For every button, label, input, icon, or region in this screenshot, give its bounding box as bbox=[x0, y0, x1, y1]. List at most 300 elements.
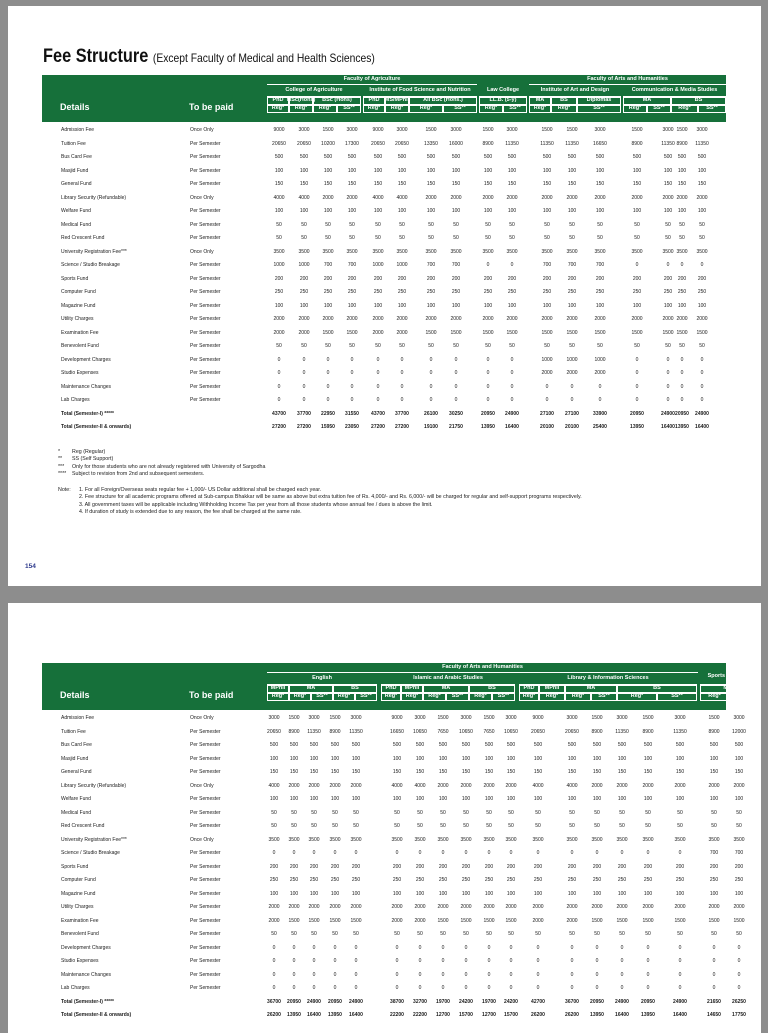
fee-value: 0 bbox=[545, 383, 549, 390]
header-cell: Reg* bbox=[401, 693, 423, 701]
fee-value: 2000 bbox=[268, 917, 280, 924]
fee-value: 500 bbox=[274, 154, 284, 160]
fee-value: 22200 bbox=[413, 1012, 427, 1018]
header-cell: SS** bbox=[443, 105, 477, 113]
fee-value: 150 bbox=[299, 181, 309, 187]
payment-frequency: Per Semester bbox=[190, 235, 221, 241]
fee-value: 32700 bbox=[413, 998, 427, 1005]
fee-value: 150 bbox=[269, 769, 279, 775]
fee-value: 100 bbox=[347, 302, 357, 309]
fee-value: 14650 bbox=[707, 1012, 721, 1018]
fee-value: 11350 bbox=[505, 140, 519, 147]
table-row bbox=[42, 124, 726, 138]
fee-value: 200 bbox=[592, 863, 602, 870]
fee-value: 100 bbox=[567, 890, 577, 897]
table-row bbox=[42, 151, 726, 165]
fee-value: 500 bbox=[347, 154, 357, 160]
table-row bbox=[42, 969, 741, 983]
fee-value: 0 bbox=[700, 356, 704, 363]
fee-value: 50 bbox=[394, 931, 400, 937]
fee-value: 100 bbox=[592, 890, 602, 897]
title-subtitle: (Except Faculty of Medical and Health Sciences) bbox=[152, 51, 375, 65]
fee-value: 200 bbox=[351, 863, 361, 870]
to-be-paid-header: To be paid bbox=[189, 102, 234, 112]
payment-frequency: Per Semester bbox=[190, 728, 221, 735]
payment-frequency: Per Semester bbox=[190, 329, 221, 336]
fee-value: 13950 bbox=[675, 424, 689, 430]
fee-value: 100 bbox=[643, 755, 653, 762]
fee-value: 20650 bbox=[531, 728, 545, 735]
header-cell: BS bbox=[333, 685, 377, 693]
fee-value: 100 bbox=[397, 167, 407, 174]
fee-value: 50 bbox=[736, 809, 742, 816]
footnote-key: * bbox=[58, 449, 61, 455]
fee-value: 150 bbox=[595, 181, 605, 187]
fee-label: Studio Expenses bbox=[61, 958, 99, 964]
fee-value: 17300 bbox=[345, 140, 359, 147]
fee-value: 20950 bbox=[481, 410, 495, 417]
fee-value: 0 bbox=[429, 356, 433, 363]
header-cell: Reg* bbox=[289, 693, 311, 701]
fee-value: 1500 bbox=[288, 917, 300, 924]
fee-value: 2000 bbox=[372, 329, 384, 336]
table-row bbox=[42, 165, 726, 179]
fee-value: 0 bbox=[350, 383, 354, 390]
fee-value: 0 bbox=[272, 985, 276, 991]
fee-value: 50 bbox=[394, 823, 400, 829]
fee-value: 100 bbox=[507, 208, 517, 214]
fee-value: 0 bbox=[737, 944, 741, 951]
fee-value: 200 bbox=[632, 275, 642, 282]
fee-value: 150 bbox=[289, 769, 299, 775]
fee-label: Benevolent Fund bbox=[61, 931, 99, 937]
fee-value: 0 bbox=[595, 944, 599, 951]
fee-value: 100 bbox=[269, 890, 279, 897]
fee-value: 50 bbox=[569, 235, 575, 241]
fee-value: 500 bbox=[330, 742, 340, 748]
fee-value: 2000 bbox=[346, 194, 358, 201]
fee-value: 50 bbox=[699, 221, 705, 228]
fee-label: Total (Semester-I) ***** bbox=[61, 410, 114, 417]
table-row bbox=[42, 955, 741, 969]
fee-value: 0 bbox=[570, 944, 574, 951]
fee-value: 0 bbox=[678, 971, 682, 978]
fee-value: 50 bbox=[325, 235, 331, 241]
header-cell: Diplomas bbox=[577, 97, 621, 105]
fee-label: Bus Card Fee bbox=[61, 154, 92, 160]
fee-value: 3000 bbox=[674, 715, 686, 721]
fee-value: 150 bbox=[507, 181, 517, 187]
fee-value: 100 bbox=[373, 208, 383, 214]
fee-value: 50 bbox=[417, 809, 423, 816]
fee-value: 250 bbox=[507, 289, 517, 295]
fee-value: 1500 bbox=[437, 917, 449, 924]
fee-value: 500 bbox=[542, 154, 552, 160]
payment-frequency: Per Semester bbox=[190, 275, 221, 282]
fee-value: 36700 bbox=[565, 998, 579, 1005]
fee-value: 50 bbox=[453, 221, 459, 228]
fee-value: 20650 bbox=[395, 140, 409, 147]
fee-value: 0 bbox=[737, 985, 741, 991]
footnote-text: SS (Self Support) bbox=[72, 456, 114, 463]
fee-value: 150 bbox=[351, 769, 361, 775]
payment-frequency: Per Semester bbox=[190, 809, 221, 816]
fee-value: 0 bbox=[277, 397, 281, 403]
fee-label: Total (Semester-II & onwards) bbox=[61, 424, 132, 430]
fee-value: 150 bbox=[484, 769, 494, 775]
header-cell: MS/MPhil bbox=[384, 97, 410, 104]
fee-value: 200 bbox=[274, 275, 284, 282]
fee-value: 100 bbox=[483, 167, 493, 174]
header-cell: PhD bbox=[519, 685, 539, 693]
fee-value: 0 bbox=[292, 944, 296, 951]
fee-value: 1500 bbox=[322, 329, 334, 336]
fee-value: 16400 bbox=[307, 1012, 321, 1018]
fee-value: 50 bbox=[679, 235, 685, 241]
fee-value: 0 bbox=[712, 944, 716, 951]
fee-value: 150 bbox=[675, 769, 685, 775]
fee-value: 100 bbox=[734, 755, 744, 762]
fee-value: 1000 bbox=[541, 356, 553, 363]
fee-value: 11350 bbox=[565, 140, 579, 147]
fee-value: 0 bbox=[509, 985, 513, 991]
fee-value: 100 bbox=[351, 755, 361, 762]
fee-value: 50 bbox=[463, 823, 469, 829]
fee-value: 7650 bbox=[483, 728, 495, 735]
fee-value: 250 bbox=[323, 289, 333, 295]
fee-value: 0 bbox=[400, 356, 404, 363]
fee-value: 3000 bbox=[506, 127, 518, 133]
fee-value: 50 bbox=[634, 221, 640, 228]
header-cell: Reg* bbox=[363, 105, 385, 113]
fee-value: 1500 bbox=[631, 127, 643, 133]
fee-value: 3500 bbox=[329, 836, 341, 843]
fee-value: 2000 bbox=[288, 782, 300, 789]
header-cell: PhD bbox=[363, 97, 385, 105]
fee-value: 150 bbox=[330, 769, 340, 775]
fee-value: 8900 bbox=[676, 140, 688, 147]
fee-value: 2000 bbox=[437, 904, 449, 910]
fee-value: 50 bbox=[597, 221, 603, 228]
header-cell: Institute of Art and Design bbox=[529, 85, 621, 97]
header-cell: PhD bbox=[267, 97, 289, 105]
header-cell: BSc (Hons) bbox=[313, 97, 361, 105]
fee-value: 100 bbox=[323, 208, 333, 214]
table-row bbox=[42, 421, 726, 435]
fee-value: 1500 bbox=[566, 329, 578, 336]
header-cell: Islamic and Arabic Studies bbox=[381, 673, 515, 685]
fee-value: 50 bbox=[325, 343, 331, 349]
fee-value: 26250 bbox=[732, 998, 746, 1005]
payment-frequency: Per Semester bbox=[190, 221, 221, 228]
fee-value: 100 bbox=[507, 167, 517, 174]
fee-value: 200 bbox=[542, 275, 552, 282]
fee-value: 0 bbox=[400, 383, 404, 390]
fee-value: 19700 bbox=[482, 998, 496, 1005]
fee-value: 50 bbox=[634, 343, 640, 349]
header-cell: Reg* bbox=[313, 105, 337, 113]
payment-frequency: Per Semester bbox=[190, 985, 221, 991]
fee-value: 150 bbox=[323, 181, 333, 187]
fee-value: 16650 bbox=[593, 140, 607, 147]
fee-value: 100 bbox=[330, 890, 340, 897]
fee-value: 100 bbox=[309, 796, 319, 802]
fee-value: 0 bbox=[277, 356, 281, 363]
fee-value: 150 bbox=[397, 181, 407, 187]
fee-value: 0 bbox=[620, 944, 624, 951]
header-cell: MSc(Hons) bbox=[286, 97, 316, 104]
header-cell: Reg* bbox=[479, 105, 503, 113]
fee-value: 50 bbox=[535, 823, 541, 829]
payment-frequency: Per Semester bbox=[190, 356, 221, 363]
table-row bbox=[42, 793, 744, 807]
fee-value: 50 bbox=[645, 809, 651, 816]
fee-value: 50 bbox=[594, 823, 600, 829]
fee-value: 50 bbox=[417, 823, 423, 829]
fee-value: 24900 bbox=[661, 410, 675, 417]
fee-value: 100 bbox=[663, 208, 673, 214]
fee-value: 500 bbox=[734, 742, 744, 748]
fee-value: 250 bbox=[451, 289, 461, 295]
fee-value: 100 bbox=[347, 167, 357, 174]
fee-value: 0 bbox=[272, 850, 276, 856]
fee-value: 4000 bbox=[532, 782, 544, 789]
fee-value: 100 bbox=[309, 890, 319, 897]
fee-value: 100 bbox=[438, 796, 448, 802]
fee-value: 0 bbox=[646, 850, 650, 856]
fee-value: 3500 bbox=[372, 248, 384, 255]
fee-value: 50 bbox=[276, 221, 282, 228]
fee-value: 2000 bbox=[391, 917, 403, 924]
fee-value: 700 bbox=[347, 262, 357, 268]
fee-value: 50 bbox=[508, 823, 514, 829]
fee-value: 0 bbox=[292, 985, 296, 991]
header-cell: LL.B. (5-y) bbox=[479, 97, 527, 105]
fee-value: 3000 bbox=[505, 715, 517, 721]
fee-value: 3000 bbox=[566, 715, 578, 721]
fee-value: 100 bbox=[592, 755, 602, 762]
fee-value: 20950 bbox=[590, 998, 604, 1005]
fee-value: 700 bbox=[595, 262, 605, 268]
fee-value: 50 bbox=[271, 809, 277, 816]
fee-value: 150 bbox=[274, 181, 284, 187]
fee-value: 0 bbox=[312, 850, 316, 856]
fee-value: 100 bbox=[506, 755, 516, 762]
fee-value: 2000 bbox=[566, 194, 578, 201]
fee-value: 50 bbox=[699, 343, 705, 349]
fee-value: 21650 bbox=[707, 998, 721, 1005]
payment-frequency: Per Semester bbox=[190, 958, 221, 964]
fee-value: 100 bbox=[675, 890, 685, 897]
fee-value: 100 bbox=[269, 755, 279, 762]
fee-value: 250 bbox=[289, 877, 299, 883]
fee-value: 4000 bbox=[298, 194, 310, 201]
fee-value: 0 bbox=[635, 370, 639, 376]
fee-value: 50 bbox=[276, 343, 282, 349]
fee-value: 200 bbox=[309, 863, 319, 870]
fee-value: 150 bbox=[461, 769, 471, 775]
fee-value: 200 bbox=[484, 863, 494, 870]
fee-value: 50 bbox=[453, 343, 459, 349]
fee-value: 100 bbox=[330, 755, 340, 762]
table-row bbox=[42, 408, 726, 422]
fee-value: 2000 bbox=[268, 904, 280, 910]
fee-value: 200 bbox=[289, 863, 299, 870]
fee-value: 50 bbox=[311, 809, 317, 816]
fee-label: Magazine Fund bbox=[61, 890, 96, 897]
header-cell: Reg* bbox=[700, 693, 729, 701]
fee-value: 8900 bbox=[329, 728, 341, 735]
fee-value: 0 bbox=[509, 944, 513, 951]
fee-value: 0 bbox=[678, 850, 682, 856]
fee-value: 50 bbox=[597, 235, 603, 241]
fee-value: 50 bbox=[634, 235, 640, 241]
header-cell: English bbox=[267, 673, 377, 685]
fee-value: 100 bbox=[299, 302, 309, 309]
fee-value: 3000 bbox=[350, 715, 362, 721]
fee-value: 50 bbox=[291, 809, 297, 816]
fee-value: 250 bbox=[709, 877, 719, 883]
fee-value: 4000 bbox=[273, 194, 285, 201]
payment-frequency: Once Only bbox=[190, 715, 214, 721]
fee-value: 200 bbox=[483, 275, 493, 282]
fee-value: 50 bbox=[271, 823, 277, 829]
fee-value: 0 bbox=[302, 397, 306, 403]
fee-value: 100 bbox=[397, 302, 407, 309]
payment-frequency: Per Semester bbox=[190, 742, 221, 748]
header-cell: SS** bbox=[492, 693, 515, 701]
fee-value: 150 bbox=[483, 181, 493, 187]
fee-value: 250 bbox=[663, 289, 673, 295]
fee-value: 500 bbox=[483, 154, 493, 160]
fee-value: 250 bbox=[542, 289, 552, 295]
fee-value: 100 bbox=[392, 755, 402, 762]
fee-label: University Registration Fee*** bbox=[61, 836, 127, 843]
fee-value: 2000 bbox=[308, 904, 320, 910]
fee-value: 200 bbox=[697, 275, 707, 282]
fee-value: 0 bbox=[595, 985, 599, 991]
fee-value: 0 bbox=[350, 397, 354, 403]
fee-value: 17750 bbox=[732, 1012, 746, 1018]
fee-label: Utility Charges bbox=[61, 904, 94, 910]
fee-value: 100 bbox=[289, 796, 299, 802]
fee-value: 0 bbox=[680, 356, 684, 363]
fee-value: 50 bbox=[509, 221, 515, 228]
fee-value: 24200 bbox=[504, 998, 518, 1005]
fee-value: 2000 bbox=[437, 782, 449, 789]
fee-value: 10650 bbox=[504, 728, 518, 735]
fee-value: 24900 bbox=[615, 998, 629, 1005]
table-row bbox=[42, 726, 746, 740]
fee-label: Masjid Fund bbox=[61, 167, 89, 174]
fee-value: 0 bbox=[395, 850, 399, 856]
fee-value: 27200 bbox=[297, 424, 311, 430]
fee-value: 150 bbox=[677, 181, 687, 187]
fee-value: 50 bbox=[597, 343, 603, 349]
fee-label: Sports Fund bbox=[61, 863, 89, 870]
fee-value: 500 bbox=[397, 154, 407, 160]
fee-value: 2000 bbox=[505, 782, 517, 789]
payment-frequency: Per Semester bbox=[190, 863, 221, 870]
header-cell: All BSc (Hons.) bbox=[409, 97, 477, 105]
fee-value: 24900 bbox=[349, 998, 363, 1005]
fee-value: 1500 bbox=[566, 127, 578, 133]
fee-value: 3500 bbox=[591, 836, 603, 843]
fee-value: 50 bbox=[544, 221, 550, 228]
fee-value: 1500 bbox=[288, 715, 300, 721]
fee-value: 33900 bbox=[593, 410, 607, 417]
table-row bbox=[42, 192, 726, 206]
fee-value: 50 bbox=[544, 343, 550, 349]
fee-value: 4000 bbox=[372, 194, 384, 201]
fee-label: Maintenance Changes bbox=[61, 383, 112, 390]
fee-value: 50 bbox=[440, 809, 446, 816]
fee-value: 2000 bbox=[372, 316, 384, 322]
fee-value: 2000 bbox=[288, 904, 300, 910]
fee-value: 1500 bbox=[346, 329, 358, 336]
fee-value: 15700 bbox=[459, 1012, 473, 1018]
fee-value: 50 bbox=[399, 235, 405, 241]
table-row bbox=[42, 834, 745, 848]
fee-value: 26200 bbox=[531, 1012, 545, 1018]
fee-value: 38700 bbox=[390, 998, 404, 1005]
fee-value: 100 bbox=[567, 208, 577, 214]
fee-value: 19700 bbox=[436, 998, 450, 1005]
fee-value: 0 bbox=[570, 383, 574, 390]
fee-value: 50 bbox=[428, 235, 434, 241]
fee-value: 100 bbox=[461, 890, 471, 897]
header-cell: MA bbox=[529, 97, 551, 105]
header-cell: Reg* bbox=[469, 693, 492, 701]
fee-value: 2000 bbox=[541, 370, 553, 376]
fee-value: 3500 bbox=[566, 248, 578, 255]
fee-value: 150 bbox=[533, 769, 543, 775]
fee-value: 27200 bbox=[395, 424, 409, 430]
fee-value: 1500 bbox=[591, 715, 603, 721]
table-row bbox=[42, 286, 726, 300]
table-row bbox=[42, 712, 745, 726]
fee-value: 100 bbox=[274, 208, 284, 214]
fee-label: Admission Fee bbox=[61, 715, 95, 721]
fee-value: 3500 bbox=[676, 248, 688, 255]
fee-value: 50 bbox=[569, 809, 575, 816]
fee-value: 24900 bbox=[695, 410, 709, 417]
fee-value: 50 bbox=[645, 823, 651, 829]
fee-value: 100 bbox=[289, 890, 299, 897]
fee-value: 1500 bbox=[482, 127, 494, 133]
fee-value: 0 bbox=[700, 262, 704, 268]
fee-value: 1000 bbox=[372, 262, 384, 268]
fee-value: 0 bbox=[292, 971, 296, 978]
fee-value: 100 bbox=[533, 796, 543, 802]
fee-value: 50 bbox=[699, 235, 705, 241]
details-header: Details bbox=[60, 690, 90, 700]
fee-value: 100 bbox=[351, 796, 361, 802]
fee-value: 50 bbox=[736, 931, 742, 937]
fee-value: 50 bbox=[301, 221, 307, 228]
payment-frequency: Per Semester bbox=[190, 971, 221, 978]
fee-value: 3500 bbox=[414, 836, 426, 843]
fee-value: 1500 bbox=[541, 127, 553, 133]
fee-value: 19100 bbox=[424, 424, 438, 430]
header-cell: SS** bbox=[657, 693, 697, 701]
table-row bbox=[42, 996, 746, 1010]
fee-value: 8900 bbox=[591, 728, 603, 735]
fee-value: 200 bbox=[330, 863, 340, 870]
fee-value: 100 bbox=[461, 755, 471, 762]
fee-value: 3500 bbox=[642, 836, 654, 843]
fee-value: 500 bbox=[426, 154, 436, 160]
